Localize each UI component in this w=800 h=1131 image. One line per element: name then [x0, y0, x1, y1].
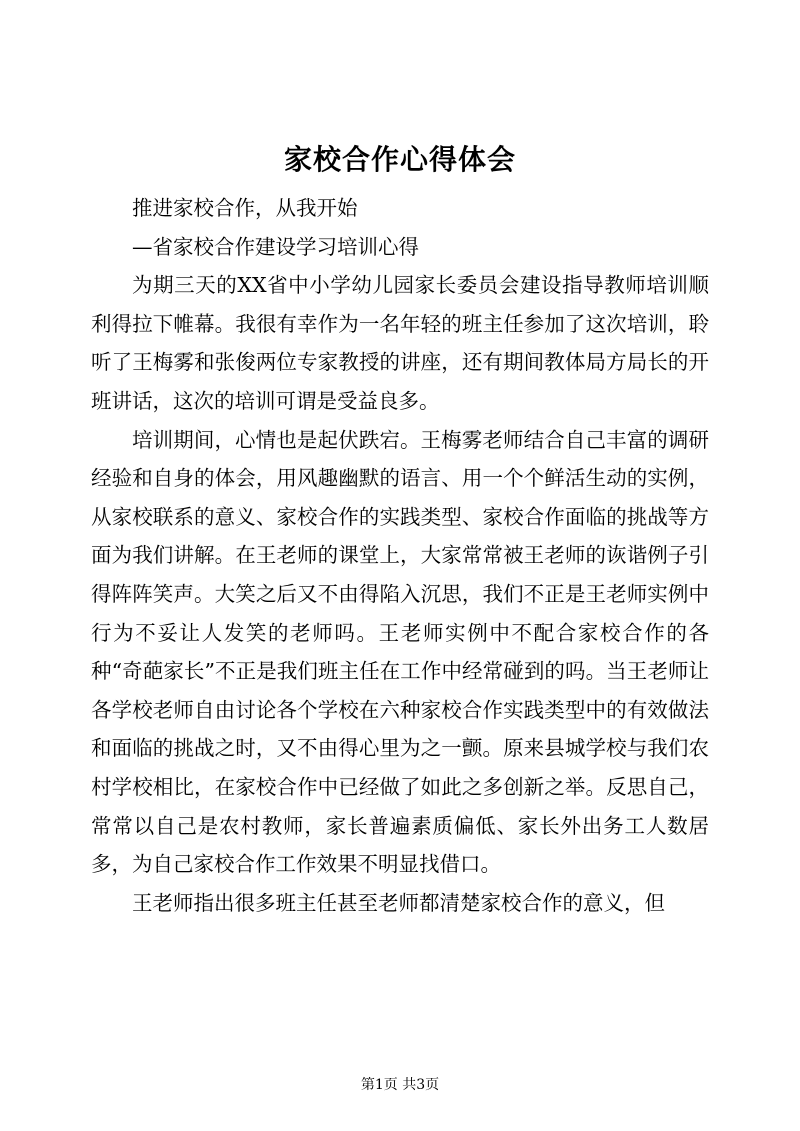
subtitle-source: —省家校合作建设学习培训心得 — [132, 234, 419, 259]
paragraph: 为期三天的XX省中小学幼儿园家长委员会建设指导教师培训顺利得拉下帷幕。我很有幸作为一名年轻的班主任参加了这次培训，聆听了王梅雾和张俊两位专家教授的讲座，还有期间教体局方局长的开班讲话，这次的培训可谓是受益良多。 — [91, 273, 709, 413]
document-title: 家校合作心得体会 — [283, 143, 516, 176]
page-footer: 第1页 共3页 — [360, 1077, 440, 1093]
document-body — [91, 189, 709, 922]
paragraph: 王老师指出很多班主任甚至老师都清楚家校合作的意义，但 — [132, 890, 665, 915]
subtitle-line: 推进家校合作，从我开始 — [132, 196, 358, 220]
paragraph: 培训期间，心情也是起伏跌宕。王梅雾老师结合自己丰富的调研经验和自身的体会，用风趣幽默的语言、用一个个鲜活生动的实例，从家校联系的意义、家校合作的实践类型、家校合作面临的挑战等方面为我们讲解。在王老师的课堂上，大家常常被王老师的诙谐例子引得阵阵笑声。大笑之后又不由得陷入沉思，我们不正是王老师实例中行为不妥让人发笑的老师吗。王老师实例中不配合家校合作的各种“奇葩家长”不正是我们班主任在工作中经常碰到的吗。当王老师让各学校老师自由讨论各个学校在六种家校合作实践类型中的有效做法和面临的挑战之时，又不由得心里为之一颤。原来县城学校与我们农村学校相比，在家校合作中已经做了如此之多创新之举。反思自己，常常以自己是农村教师，家长普遍素质偏低、家长外出务工人数居多，为自己家校合作工作效果不明显找借口。 — [91, 427, 709, 877]
